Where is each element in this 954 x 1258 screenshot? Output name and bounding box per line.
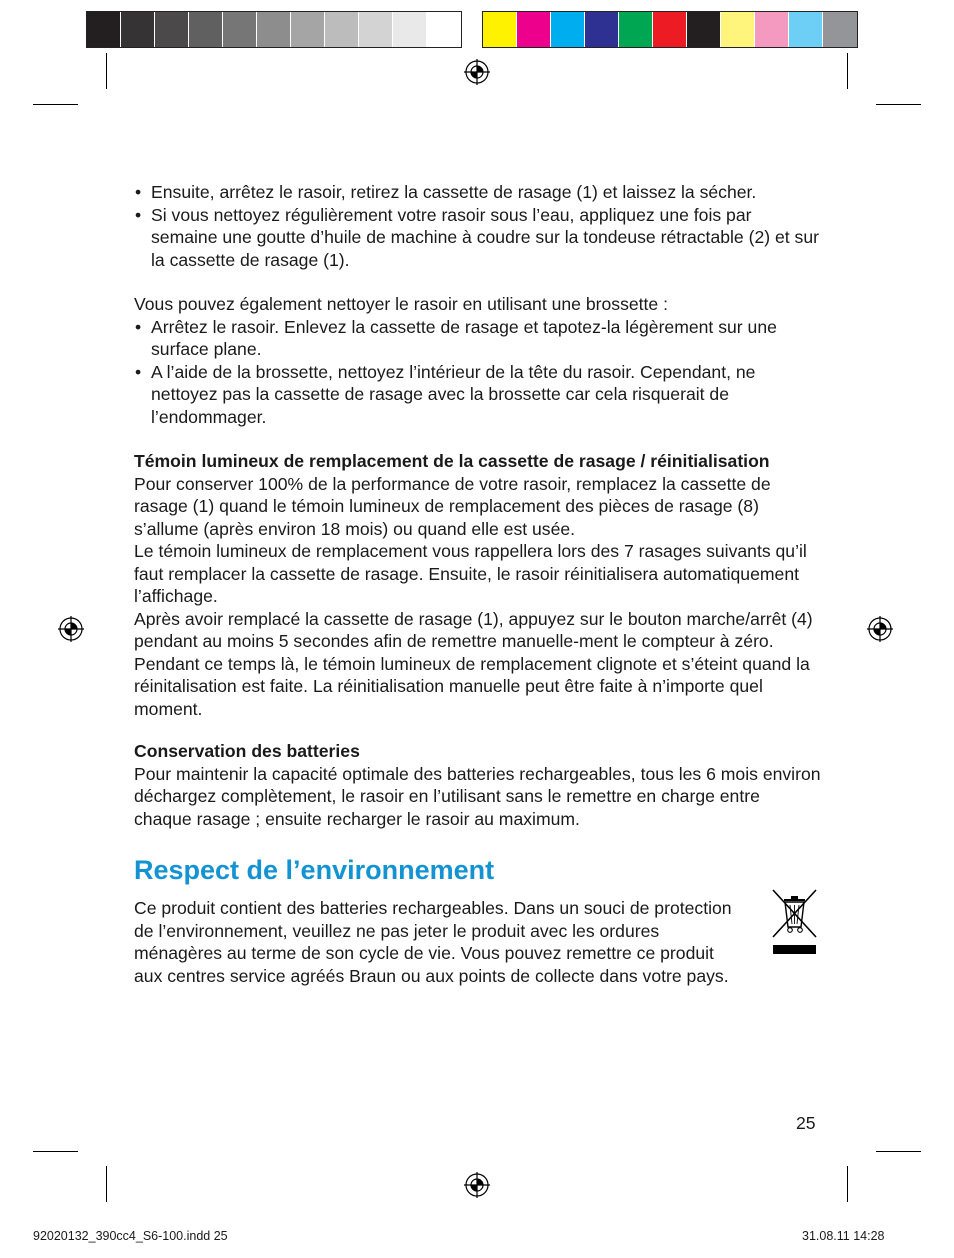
footer-timestamp: 31.08.11 14:28 <box>802 1229 885 1243</box>
registration-mark-top-icon <box>464 59 490 85</box>
list-item: • Ensuite, arrêtez le rasoir, retirez la cassette de rasage (1) et laissez la sécher. <box>134 181 822 204</box>
list-item: • A l’aide de la brossette, nettoyez l’intérieur de la tête du rasoir. Cependant, ne nettoyez pas la cassette de rasage avec la brossette car cela risquerait de l’endommager. <box>134 361 822 429</box>
color-swatch <box>189 12 223 47</box>
indicator-paragraph: Pendant ce temps là, le témoin lumineux de remplacement clignote et s’éteint quand la réinitalisation est faite. La réinitialisation manuelle peut être faite à n’importe quel moment. <box>134 653 810 719</box>
color-swatch <box>483 12 517 47</box>
indicator-heading: Témoin lumineux de remplacement de la cassette de rasage / réinitialisation <box>134 451 770 471</box>
color-swatch <box>155 12 189 47</box>
color-swatch <box>653 12 687 47</box>
crop-mark-top-left-v <box>106 53 107 89</box>
color-swatch <box>619 12 653 47</box>
color-swatch <box>325 12 359 47</box>
color-swatch <box>755 12 789 47</box>
environment-section <box>134 897 822 987</box>
list-item: • Arrêtez le rasoir. Enlevez la cassette de rasage et tapotez-la légèrement sur une surface plane. <box>134 316 822 361</box>
footer-file-name: 92020132_390cc4_S6-100.indd 25 <box>33 1229 228 1243</box>
color-swatch <box>517 12 551 47</box>
crossed-out-wheelie-bin-icon <box>770 887 820 957</box>
battery-text: Pour maintenir la capacité optimale des batteries rechargeables, tous les 6 mois environ déchargez complètement, le rasoir en l’utilisant sans le remettre en charge entre chaque rasage ; ensuite recharger le rasoir au maximum. <box>134 763 821 829</box>
crop-mark-bottom-right-v <box>847 1166 848 1202</box>
indicator-paragraph: Après avoir remplacé la cassette de rasage (1), appuyez sur le bouton marche/arrêt (4) pendant au moins 5 secondes afin de remettre manuelle-ment le compteur à zéro. <box>134 608 813 651</box>
cleaning-bullet-list <box>134 181 822 271</box>
color-swatch <box>291 12 325 47</box>
environment-text: Ce produit contient des batteries rechargeables. Dans un souci de protection de l’environnement, veuillez ne pas jeter le produit avec les ordures ménagères au terme de son cycle de vie. Vous pouvez remettre ce produit aux centres service agréés Braun ou aux points de collecte dans votre pays. <box>134 898 732 986</box>
registration-mark-right-icon <box>867 616 893 642</box>
crop-mark-top-left-h <box>33 104 78 105</box>
color-swatch <box>359 12 393 47</box>
brush-bullet-list <box>134 316 822 429</box>
crop-mark-bottom-left-v <box>106 1166 107 1202</box>
environment-section-title: Respect de l’environnement <box>134 855 495 885</box>
color-swatch <box>393 12 427 47</box>
battery-heading: Conservation des batteries <box>134 741 360 761</box>
crop-mark-bottom-right-h <box>876 1151 921 1152</box>
brush-intro-text: Vous pouvez également nettoyer le rasoir en utilisant une brossette : <box>134 294 668 314</box>
registration-mark-bottom-icon <box>464 1172 490 1198</box>
color-swatch <box>687 12 721 47</box>
list-item: • Si vous nettoyez régulièrement votre rasoir sous l’eau, appliquez une fois par semaine une goutte d’huile de machine à coudre sur la tondeuse rétractable (2) et sur la cassette de rasage (1). <box>134 204 822 272</box>
color-swatch <box>87 12 121 47</box>
color-swatch <box>823 12 857 47</box>
color-swatch <box>585 12 619 47</box>
color-swatch <box>551 12 585 47</box>
color-swatch <box>121 12 155 47</box>
color-swatch <box>223 12 257 47</box>
page-content <box>134 181 822 987</box>
grayscale-color-bar <box>86 11 462 48</box>
color-swatch <box>721 12 755 47</box>
crop-mark-top-right-v <box>847 53 848 89</box>
crop-mark-bottom-left-h <box>33 1151 78 1152</box>
page-number: 25 <box>796 1113 816 1133</box>
color-swatch <box>427 12 461 47</box>
color-swatch <box>257 12 291 47</box>
registration-mark-left-icon <box>58 616 84 642</box>
color-swatch <box>789 12 823 47</box>
process-color-bar <box>482 11 858 48</box>
indicator-paragraph: Le témoin lumineux de remplacement vous rappellera lors des 7 rasages suivants qu’il faut remplacer la cassette de rasage. Ensuite, le rasoir réinitialisera automatiquement l’affichage. <box>134 541 807 606</box>
indicator-paragraph: Pour conserver 100% de la performance de votre rasoir, remplacez la cassette de rasage (1) quand le témoin lumineux de remplacement des pièces de rasage (8) s’allume (après environ 18 mois) ou quand elle est usée. <box>134 473 771 539</box>
crop-mark-top-right-h <box>876 104 921 105</box>
